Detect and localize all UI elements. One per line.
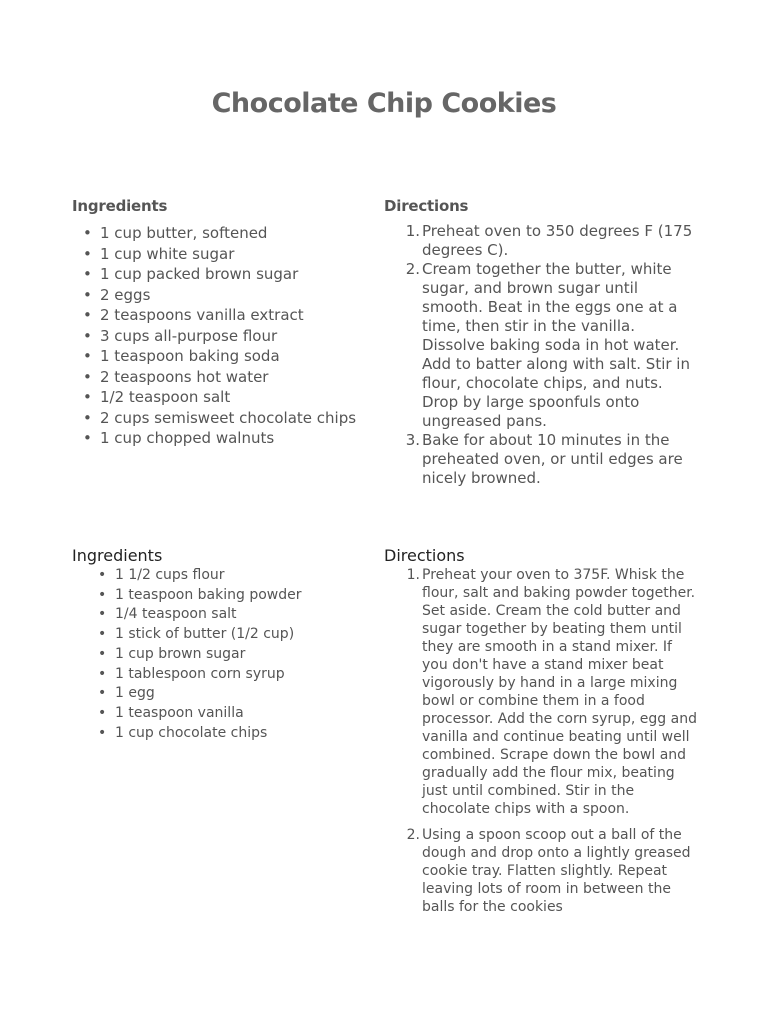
recipe2-directions-heading: Directions [384, 546, 465, 565]
step-number: 2. [405, 260, 420, 278]
recipe1-ingredients-heading: Ingredients [72, 197, 168, 215]
list-item: • 1 1/2 cups flour [86, 566, 372, 586]
list-item: • 1 egg [86, 684, 372, 704]
list-item [384, 431, 700, 488]
list-item [384, 826, 700, 916]
step-text: Preheat your oven to 375F. Whisk the flour, salt and baking powder together. Set aside. Cream the cold butter and sugar together by beating them until they are smooth in a stand mixer. If you don't have a stand mixer beat vigorously by hand in a large mixing bowl or combine them in a food processor. Add the corn syrup, egg and vanilla and continue beating until well combined. Scrape down the bowl and gradually add the flour mix, beating just until combined. Stir in the chocolate chips with a spoon. [422, 567, 697, 817]
list-item: • 1 teaspoon baking soda [71, 346, 372, 367]
list-item: • 2 teaspoons vanilla extract [71, 305, 372, 326]
recipe2-ingredients-list [86, 566, 372, 743]
recipe1-directions-list [384, 222, 700, 488]
list-item: • 1/2 teaspoon salt [71, 387, 372, 408]
step-number: 1. [406, 567, 420, 583]
list-item [384, 566, 700, 818]
list-item: • 1 cup brown sugar [86, 645, 372, 665]
list-item [384, 222, 700, 260]
list-item: • 2 cups semisweet chocolate chips [71, 408, 372, 429]
list-item: • 3 cups all-purpose flour [71, 326, 372, 347]
recipe2-directions-list [384, 566, 700, 916]
list-item: • 1 cup chocolate chips [86, 724, 372, 744]
step-number: 1. [405, 222, 420, 240]
step-text: Cream together the butter, white sugar, and brown sugar until smooth. Beat in the eggs one at a time, then stir in the vanilla. Dissolve baking soda in hot water. Add to batter along with salt. Stir in flour, chocolate chips, and nuts. Drop by large spoonfuls onto ungreased pans. [422, 260, 690, 430]
recipe2-ingredients-section [72, 546, 372, 743]
recipe1-directions-heading: Directions [384, 197, 469, 215]
list-item: • 1 teaspoon baking powder [86, 586, 372, 606]
list-item: • 1 cup packed brown sugar [71, 264, 372, 285]
recipe2-directions-section [384, 546, 700, 916]
list-item: • 1 tablespoon corn syrup [86, 665, 372, 685]
recipe2-ingredients-heading: Ingredients [72, 546, 163, 565]
step-number: 2. [406, 827, 420, 843]
step-text: Preheat oven to 350 degrees F (175 degrees C). [422, 222, 693, 259]
recipe1-ingredients-list [71, 223, 372, 449]
list-item: • 1/4 teaspoon salt [86, 605, 372, 625]
recipe1-ingredients-section [72, 197, 372, 449]
list-item: • 2 teaspoons hot water [71, 367, 372, 388]
list-item: • 1 cup chopped walnuts [71, 428, 372, 449]
list-item [384, 260, 700, 431]
list-item: • 1 teaspoon vanilla [86, 704, 372, 724]
page-title: Chocolate Chip Cookies [211, 88, 557, 119]
list-item: • 2 eggs [71, 285, 372, 306]
step-text: Using a spoon scoop out a ball of the dough and drop onto a lightly greased cookie tray. Flatten slightly. Repeat leaving lots of room in between the balls for the cookies [422, 827, 691, 915]
list-item: • 1 cup white sugar [71, 244, 372, 265]
list-item: • 1 stick of butter (1/2 cup) [86, 625, 372, 645]
list-item: • 1 cup butter, softened [71, 223, 372, 244]
recipe1-directions-section [384, 197, 700, 488]
step-number: 3. [405, 431, 420, 449]
step-text: Bake for about 10 minutes in the preheated oven, or until edges are nicely browned. [422, 431, 683, 487]
